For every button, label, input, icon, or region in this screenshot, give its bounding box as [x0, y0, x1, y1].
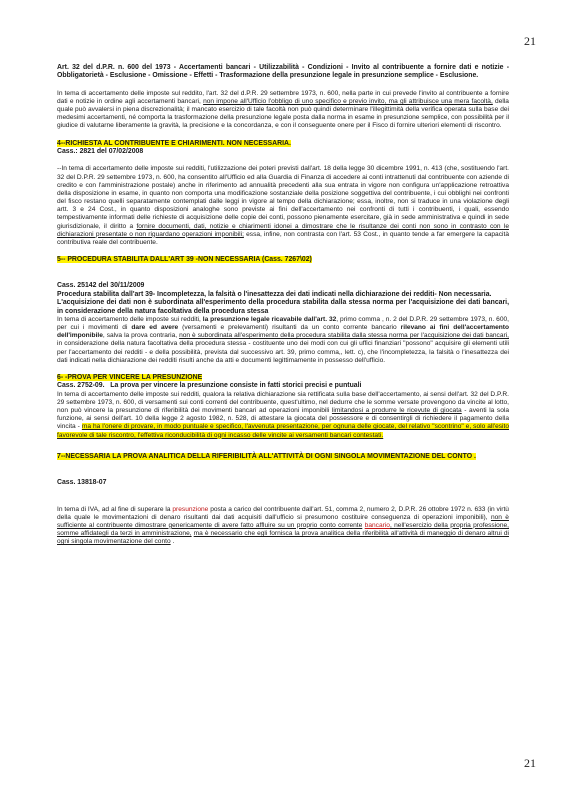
section-6-title	[57, 374, 509, 382]
section-7-cass: Cass. 13818-07	[57, 479, 107, 487]
text-run: , primo comma , n. 2 del D.P.R. 29 settembre 1973, n. 600, per cui i movimenti di	[57, 316, 509, 332]
text-run: In tema di accertamento delle imposte sui redditi, qualora la relativa dichiarazione sia rettificata sulla base dell'accertamento, ai sensi dell'art. 32 del D.P.R. 29 settembre 1973, n. 600, di versamenti sui conti correnti del contribuente, quest'ultimo, nel dedurre che le somme versate provengono da vincite al lotto, non può vincere la presunzione di riferibilità dei movimenti bancari ad operazioni imponibili	[57, 390, 509, 415]
highlighted-heading: 6- -PROVA PER VINCERE LA PRESUNZIONE	[57, 373, 203, 381]
page-number-bottom: 21	[524, 756, 536, 770]
highlighted-heading: 5-- PROCEDURA STABILITA DALL'ART 39 -NON NECESSARIA (Cass. 7267\02)	[57, 255, 312, 263]
text-run: posta a carico del contribuente dall'art. 51, comma 2, numero 2, D.P.R. 26 ottobre 1972 n. 633 (in virtù della quale le movimentazioni di denaro risultanti dai dati acquisiti dall'ufficio si presumono costituire conseguenza di operazioni imponibili),	[57, 505, 509, 521]
highlighted-heading: 7--NECESSARIA LA PROVA ANALITICA DELLA RIFERIBILITÀ ALL'ATTIVITÀ DI OGNI SINGOLA MOVIMENTAZIONE DEL CONTO .	[57, 452, 476, 460]
red-text: presunzione	[172, 505, 209, 513]
section-1-title: Art. 32 del d.P.R. n. 600 del 1973 - Accertamenti bancari - Utilizzabilità - Condizioni - Invito al contribuente a fornire dati e notizie - Obbligatorietà - Esclusione - Omissione - Effetti - Trasformazione della presunzione legale in presunzione semplice - Esclusione.	[57, 64, 509, 80]
section-4-paragraph	[57, 165, 509, 247]
text-run: .	[172, 538, 175, 546]
section-5-paragraph	[57, 316, 509, 365]
section-7-paragraph	[57, 506, 509, 547]
text-run: In tema di accertamento delle imposte sul reddito, l'art. 32 del d.P.R. 29 settembre 1973, n. 600, nella parte in cui prevede l'invito al contribuente a fornire dati e notizie in ordine agli accertamenti bancari,	[57, 89, 509, 105]
underlined-text: non è sufficiente al contribuente dimostrare genericamente di avere fatto affluire su un proprio conto corrente	[57, 513, 509, 529]
bold-text: rilevano ai fini dell'accertamento dell'imponibile	[57, 324, 510, 340]
section-7-title	[57, 453, 509, 461]
section-1-paragraph	[57, 90, 509, 131]
section-5-title	[57, 256, 509, 264]
underlined-text: , nell'esercizio della propria professione, somme affidategli da terzi in amministrazione,	[57, 521, 510, 537]
underlined-text: non è subordinata all'esperimento della procedura stabilita dalla stessa norma per l'acquisizione dei dati bancari,	[179, 332, 509, 340]
highlighted-text: ma ha l'onere di provare, in modo puntuale e specifico, l'avvenuta presentazione, per ognuna delle giocate, del relativo "scontrino" e, solo all'esito favorevole di tale riscontro, l'effettiva riconducibilità di ogni incasso delle vincite ai versamenti bancari contestati.	[57, 423, 510, 439]
text-run: - aventi la sola funzione, ai sensi dell'art. 10 della legge 2 agosto 1982, n. 528, di attestare la giocata del possessore e di consentirgli di richiedere il pagamento della vincita -	[57, 407, 510, 431]
bold-text: dare ed avere	[131, 324, 179, 332]
underlined-text: limitandosi a produrre le ricevute di giocata	[331, 407, 462, 415]
section-6-cass-line	[57, 382, 509, 390]
underlined-text: non impone all'Ufficio l'obbligo di uno specifico e previo invito, ma gli attribuisce una mera facoltà,	[203, 97, 493, 105]
text-run: (versamenti e prelevamenti) risultanti da un conto corrente bancario	[182, 324, 397, 332]
underlined-text: ma è necessario che egli fornisca la prova analitica della riferibilità all'attività di maneggio di denaro altrui di ogni singola movimentazione del conto	[57, 529, 509, 546]
text-run: In tema di IVA, ad al fine di superare la	[57, 505, 171, 513]
text-run: in considerazione della natura facoltativa della procedura stessa - costituente uno dei modi con cui gli uffici finanziari "possono" acquisire gli elementi utili per l'accertamento dei redditi - e della possibilità, prevista dal successivo art. 39, primo comma,, lett. c), che l'incompletezza, la falsità o l'inesattezza dei dati indicati nella dichiarazione dei redditi risulti anche da atti e documenti legittimamente in possesso dell'ufficio.	[57, 340, 509, 364]
text-run: essa, infine, non contrasta con l'art. 53 Cost., in quanto tende a far emergere la capacità contributiva reale del contribuente.	[57, 230, 509, 246]
text-run: , salva la prova contraria,	[102, 332, 178, 340]
section-4-title	[57, 140, 509, 148]
highlighted-heading: 4--RICHIESTA AL CONTRIBUENTE E CHIARIMENTI. NON NECESSARIA.	[57, 139, 291, 147]
underlined-text: fornire documenti, dati, notizie e chiarimenti idonei a dimostrare che le risultanze dei conti non sono in contrasto con le dichiarazioni presentate o non riguardano operazioni imponibili;	[57, 222, 509, 238]
bold-text: la presunzione legale ricavabile dall'art. 32	[202, 316, 337, 323]
section-5-lead: L'acquisizione dei dati non è subordinata all'esperimento della procedura stabilita dalla stessa norma per l'acquisizione dei dati bancari, in considerazione della natura facoltativa della procedura stessa	[57, 299, 509, 315]
text-run: della quale può avvalersi in piena discrezionalità; il mancato esercizio di tale facoltà non può quindi determinare l'illegittimità della verifica operata sulla base dei medesimi accertamenti, né comporta la trasformazione della presunzione legale posta dalla norma in esame in presunzione semplice, con possibilità per il giudice di valutarne liberamente la gravità, la precisione e la concordanza, e con il conseguente onere per il Fisco di fornire ulteriori elementi di riscontro.	[57, 97, 509, 130]
section-4-cass: Cass.: 2821 del 07/02/2008	[57, 148, 144, 155]
section-6-paragraph	[57, 391, 509, 440]
section-6-lead: La prova per vincere la presunzione consiste in fatti storici precisi e puntuali	[110, 382, 362, 390]
section-6-cass: Cass. 2752-09.	[57, 382, 105, 390]
text-run: In tema di accertamento delle imposte sui redditi,	[57, 316, 201, 323]
page-number-top: 21	[524, 34, 536, 48]
text-run: --In tema di accertamento delle imposte sui redditi, l'utilizzazione dei poteri previsti dall'art. 18 della legge 30 dicembre 1991, n. 413 (che, sostituendo l'art. 32 del D.P.R. 29 settembre 1973, n. 600, ha consentito all'Ufficio ed alla Guardia di Finanza di accedere ai conti intrattenuti dal contribuente con aziende di credito e con l'amministrazione postale) anche in riferimento ad annualità precedenti alla sua entrata in vigore non configura un'applicazione retroattiva della disposizione in esame, in quanto non comporta una modificazione sostanziale della posizione soggettiva del contribuente, i cui obblighi nei confronti del fisco restano quelli separatamente contemplati dalle leggi in vigore al tempo della dichiarazione; essa, inoltre, non si traduce in una violazione degli artt. 3 e 24 Cost., in quanto disposizioni analoghe sono previste ai fini dell'accertamento nei confronti di tutti i contribuenti, i quali, essendo tempestivamente informati delle richieste di acquisizione delle copie dei conti, possono pienamente esercitare, già in sede amministrativa e quindi in sede giurisdizionale, il diritto a	[57, 165, 509, 230]
section-5-cass: Cass. 25142 del 30/11/2009	[57, 282, 145, 290]
red-underlined-text: bancario	[364, 521, 390, 529]
document-body	[57, 64, 509, 546]
section-5-subtitle: Procedura stabilita dall'art 39- Incompletezza, la falsità o l'inesattezza dei dati indicati nella dichiarazione dei redditi- Non necessaria.	[57, 290, 492, 298]
